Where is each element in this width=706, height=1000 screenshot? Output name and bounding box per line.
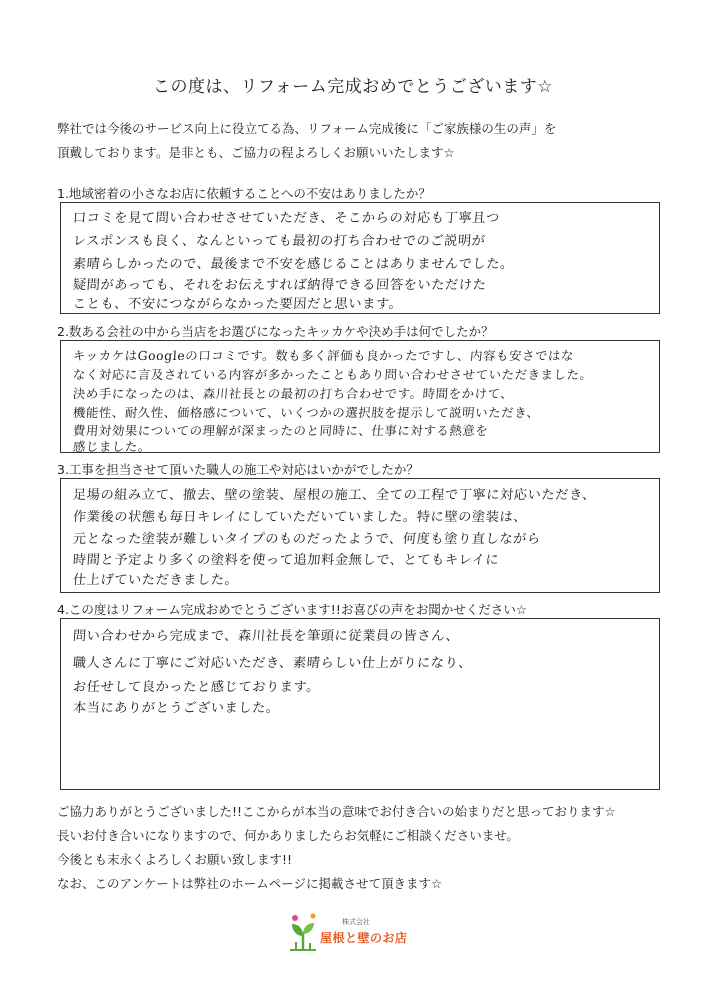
answer-line: 口コミを見て問い合わせさせていただき、そこからの対応も丁寧且つ bbox=[72, 211, 501, 226]
answer-2-box bbox=[60, 340, 660, 453]
answer-line: 足場の組み立て、撤去、壁の塗装、屋根の施工、全ての工程で丁寧に対応いただき、 bbox=[72, 488, 597, 503]
answer-line: 機能性、耐久性、価格感について、いくつかの選択肢を提示して説明いただき、 bbox=[72, 405, 541, 420]
answer-line: 疑問があっても、それをお伝えすれば納得できる回答をいただけた bbox=[72, 278, 487, 293]
answer-3-box bbox=[60, 478, 660, 593]
question-2-label: 2.数ある会社の中から当店をお選びになったキッカケや決め手は何でしたか？ bbox=[57, 324, 494, 339]
question-4-label: 4.この度はリフォーム完成おめでとうございます!!お喜びの声をお聞かせください☆ bbox=[57, 602, 528, 617]
answer-line: 問い合わせから完成まで、森川社長を筆頭に従業員の皆さん、 bbox=[72, 629, 460, 644]
intro-line: 弊社では今後のサービス向上に役立てる為、リフォーム完成後に「ご家族様の生の声」を bbox=[57, 121, 557, 136]
answer-line: 決め手になったのは、森川社長との最初の打ち合わせです。時間をかけて、 bbox=[72, 386, 514, 401]
answer-line: ことも、不安につながらなかった要因だと思います。 bbox=[72, 297, 403, 312]
answer-line: レスポンスも良く、なんといっても最初の打ち合わせでのご説明が bbox=[72, 234, 486, 249]
answer-4-box bbox=[60, 618, 660, 790]
closing-text bbox=[57, 800, 616, 896]
answer-1-box bbox=[60, 202, 660, 314]
logo-company-name: 屋根と壁のお店 bbox=[320, 931, 408, 945]
answer-line: 時間と予定より多くの塗料を使って追加料金無しで、とてもキレイに bbox=[72, 553, 500, 568]
closing-line: 長いお付き合いになりますので、何かありましたらお気軽にご相談くださいませ。 bbox=[57, 828, 519, 843]
page-title: この度は、リフォーム完成おめでとうございます☆ bbox=[153, 77, 553, 97]
answer-line: 本当にありがとうございました。 bbox=[72, 701, 281, 716]
closing-line: 今後とも末永くよろしくお願い致します!! bbox=[57, 852, 293, 867]
answer-line: 感じました。 bbox=[72, 439, 152, 454]
answer-line: 元となった塗装が難しいタイプのものだったようで、何度も塗り直しながら bbox=[72, 532, 542, 547]
answer-line: 費用対効果についての理解が深まったのと同時に、仕事に対する熱意を bbox=[72, 423, 489, 438]
answer-line: お任せして良かったと感じております。 bbox=[72, 680, 321, 695]
logo-company-type: 株式会社 bbox=[342, 918, 370, 926]
answer-line: 仕上げていただきました。 bbox=[72, 573, 239, 588]
question-3-label: 3.工事を担当させて頂いた職人の施工や対応はいかがでしたか？ bbox=[57, 462, 419, 477]
closing-line: ご協力ありがとうございました!!ここからが本当の意味でお付き合いの始まりだと思っております☆ bbox=[57, 804, 616, 819]
question-1-label: 1.地域密着の小さなお店に依頼することへの不安はありましたか？ bbox=[57, 186, 431, 201]
intro-line: 頂戴しております。是非とも、ご協力の程よろしくお願いいたします☆ bbox=[57, 145, 455, 160]
closing-line: なお、このアンケートは弊社のホームページに掲載させて頂きます☆ bbox=[57, 876, 443, 891]
answer-line: 職人さんに丁寧にご対応いただき、素晴らしい仕上がりになり、 bbox=[72, 656, 473, 671]
answer-line: 素晴らしかったので、最後まで不安を感じることはありませんでした。 bbox=[72, 257, 515, 272]
intro-text bbox=[57, 117, 657, 165]
answer-line: キッカケはGoogleの口コミです。数も多く評価も良かったですし、内容も安さではな bbox=[72, 348, 575, 363]
sprout-icon bbox=[286, 912, 320, 952]
answer-line: 作業後の状態も毎日キレイにしていただいていました。特に壁の塗装は、 bbox=[72, 510, 528, 525]
answer-line: なく対応に言及されている内容が多かったこともあり問い合わせさせていただきました。 bbox=[72, 367, 594, 382]
company-logo bbox=[286, 912, 426, 952]
